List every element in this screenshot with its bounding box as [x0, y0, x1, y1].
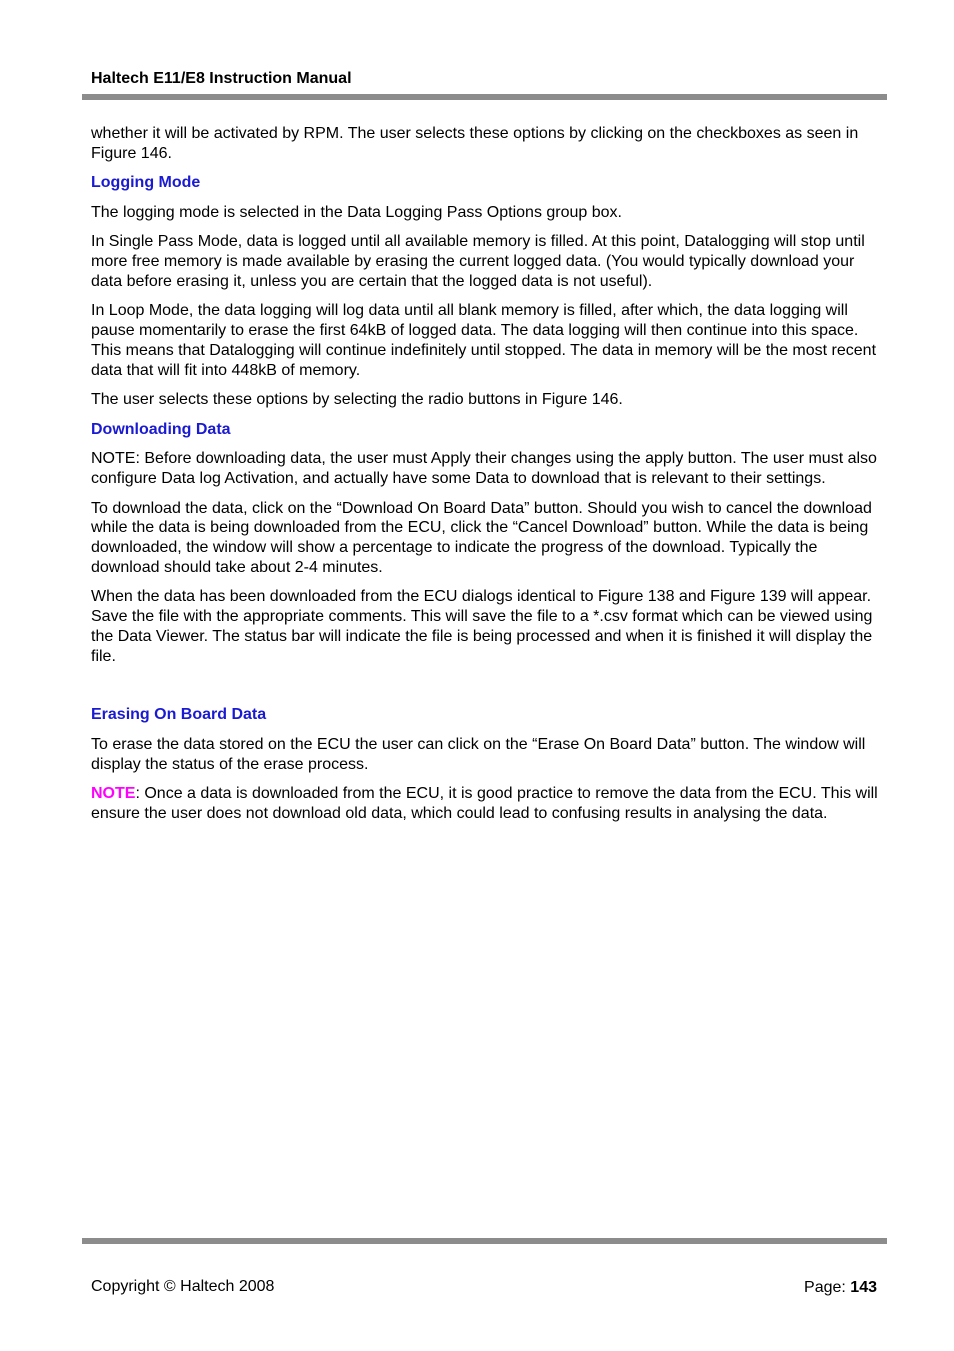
heading-logging-mode: Logging Mode: [91, 174, 201, 192]
heading-erasing-data: Erasing On Board Data: [91, 706, 267, 724]
paragraph-download-3: When the data has been downloaded from the ECU dialogs identical to Figure 138 and Figure 139 will appear. Save the file with the appropriate comments. This will save the file to a *.csv format which can be viewed using the Data Viewer. The status bar will indicate the file is being processed and when it is finished it will display the file.: [91, 588, 873, 665]
paragraph-logging-4: The user selects these options by selecting the radio buttons in Figure 146.: [91, 391, 623, 409]
footer-divider: [82, 1238, 887, 1244]
page-content: [91, 124, 887, 833]
heading-downloading-data: Downloading Data: [91, 420, 231, 438]
page-label: Page:: [804, 1279, 851, 1296]
document-header-title: Haltech E11/E8 Instruction Manual: [91, 70, 352, 87]
page-number: 143: [850, 1279, 877, 1296]
paragraph-logging-2: In Single Pass Mode, data is logged until all available memory is filled. At this point, Datalogging will stop until more free memory is made available by erasing the current logged data. (You would typically download your data before erasing it, unless you are certain that the logged data is not useful).: [91, 233, 865, 290]
paragraph-logging-1: The logging mode is selected in the Data Logging Pass Options group box.: [91, 203, 622, 221]
paragraph-note: [91, 784, 887, 824]
footer-page-indicator: [804, 1278, 877, 1298]
note-text: : Once a data is downloaded from the ECU, it is good practice to remove the data from the ECU. This will ensure the user does not download old data, which could lead to confusing results in analysing the data.: [91, 785, 878, 822]
note-label: NOTE: [91, 785, 136, 803]
header-divider: [82, 94, 887, 100]
paragraph-download-1: NOTE: Before downloading data, the user must Apply their changes using the apply button. The user must also configure Data log Activation, and actually have some Data to download that is relevant to their settings.: [91, 450, 877, 488]
paragraph-logging-3: In Loop Mode, the data logging will log data until all blank memory is filled, after which, the data logging will pause momentarily to erase the first 64kB of logged data. The data logging will then continue into this space. This means that Datalogging will continue indefinitely until stopped. The data in memory will be the most recent data that will fit into 448kB of memory.: [91, 302, 877, 379]
section-spacer: [91, 676, 887, 705]
paragraph-download-2: To download the data, click on the “Download On Board Data” button. Should you wish to cancel the download while the data is being downloaded from the ECU, click the “Cancel Download” button. While the data is being downloaded, the window will show a percentage to indicate the progress of the download. Typically the download should take about 2-4 minutes.: [91, 499, 872, 576]
paragraph-intro: whether it will be activated by RPM. The user selects these options by clicking on the checkboxes as seen in Figure 146.: [91, 125, 859, 162]
footer-copyright: Copyright © Haltech 2008: [91, 1278, 275, 1295]
paragraph-erase-1: To erase the data stored on the ECU the user can click on the “Erase On Board Data” button. The window will display the status of the erase process.: [91, 735, 866, 773]
